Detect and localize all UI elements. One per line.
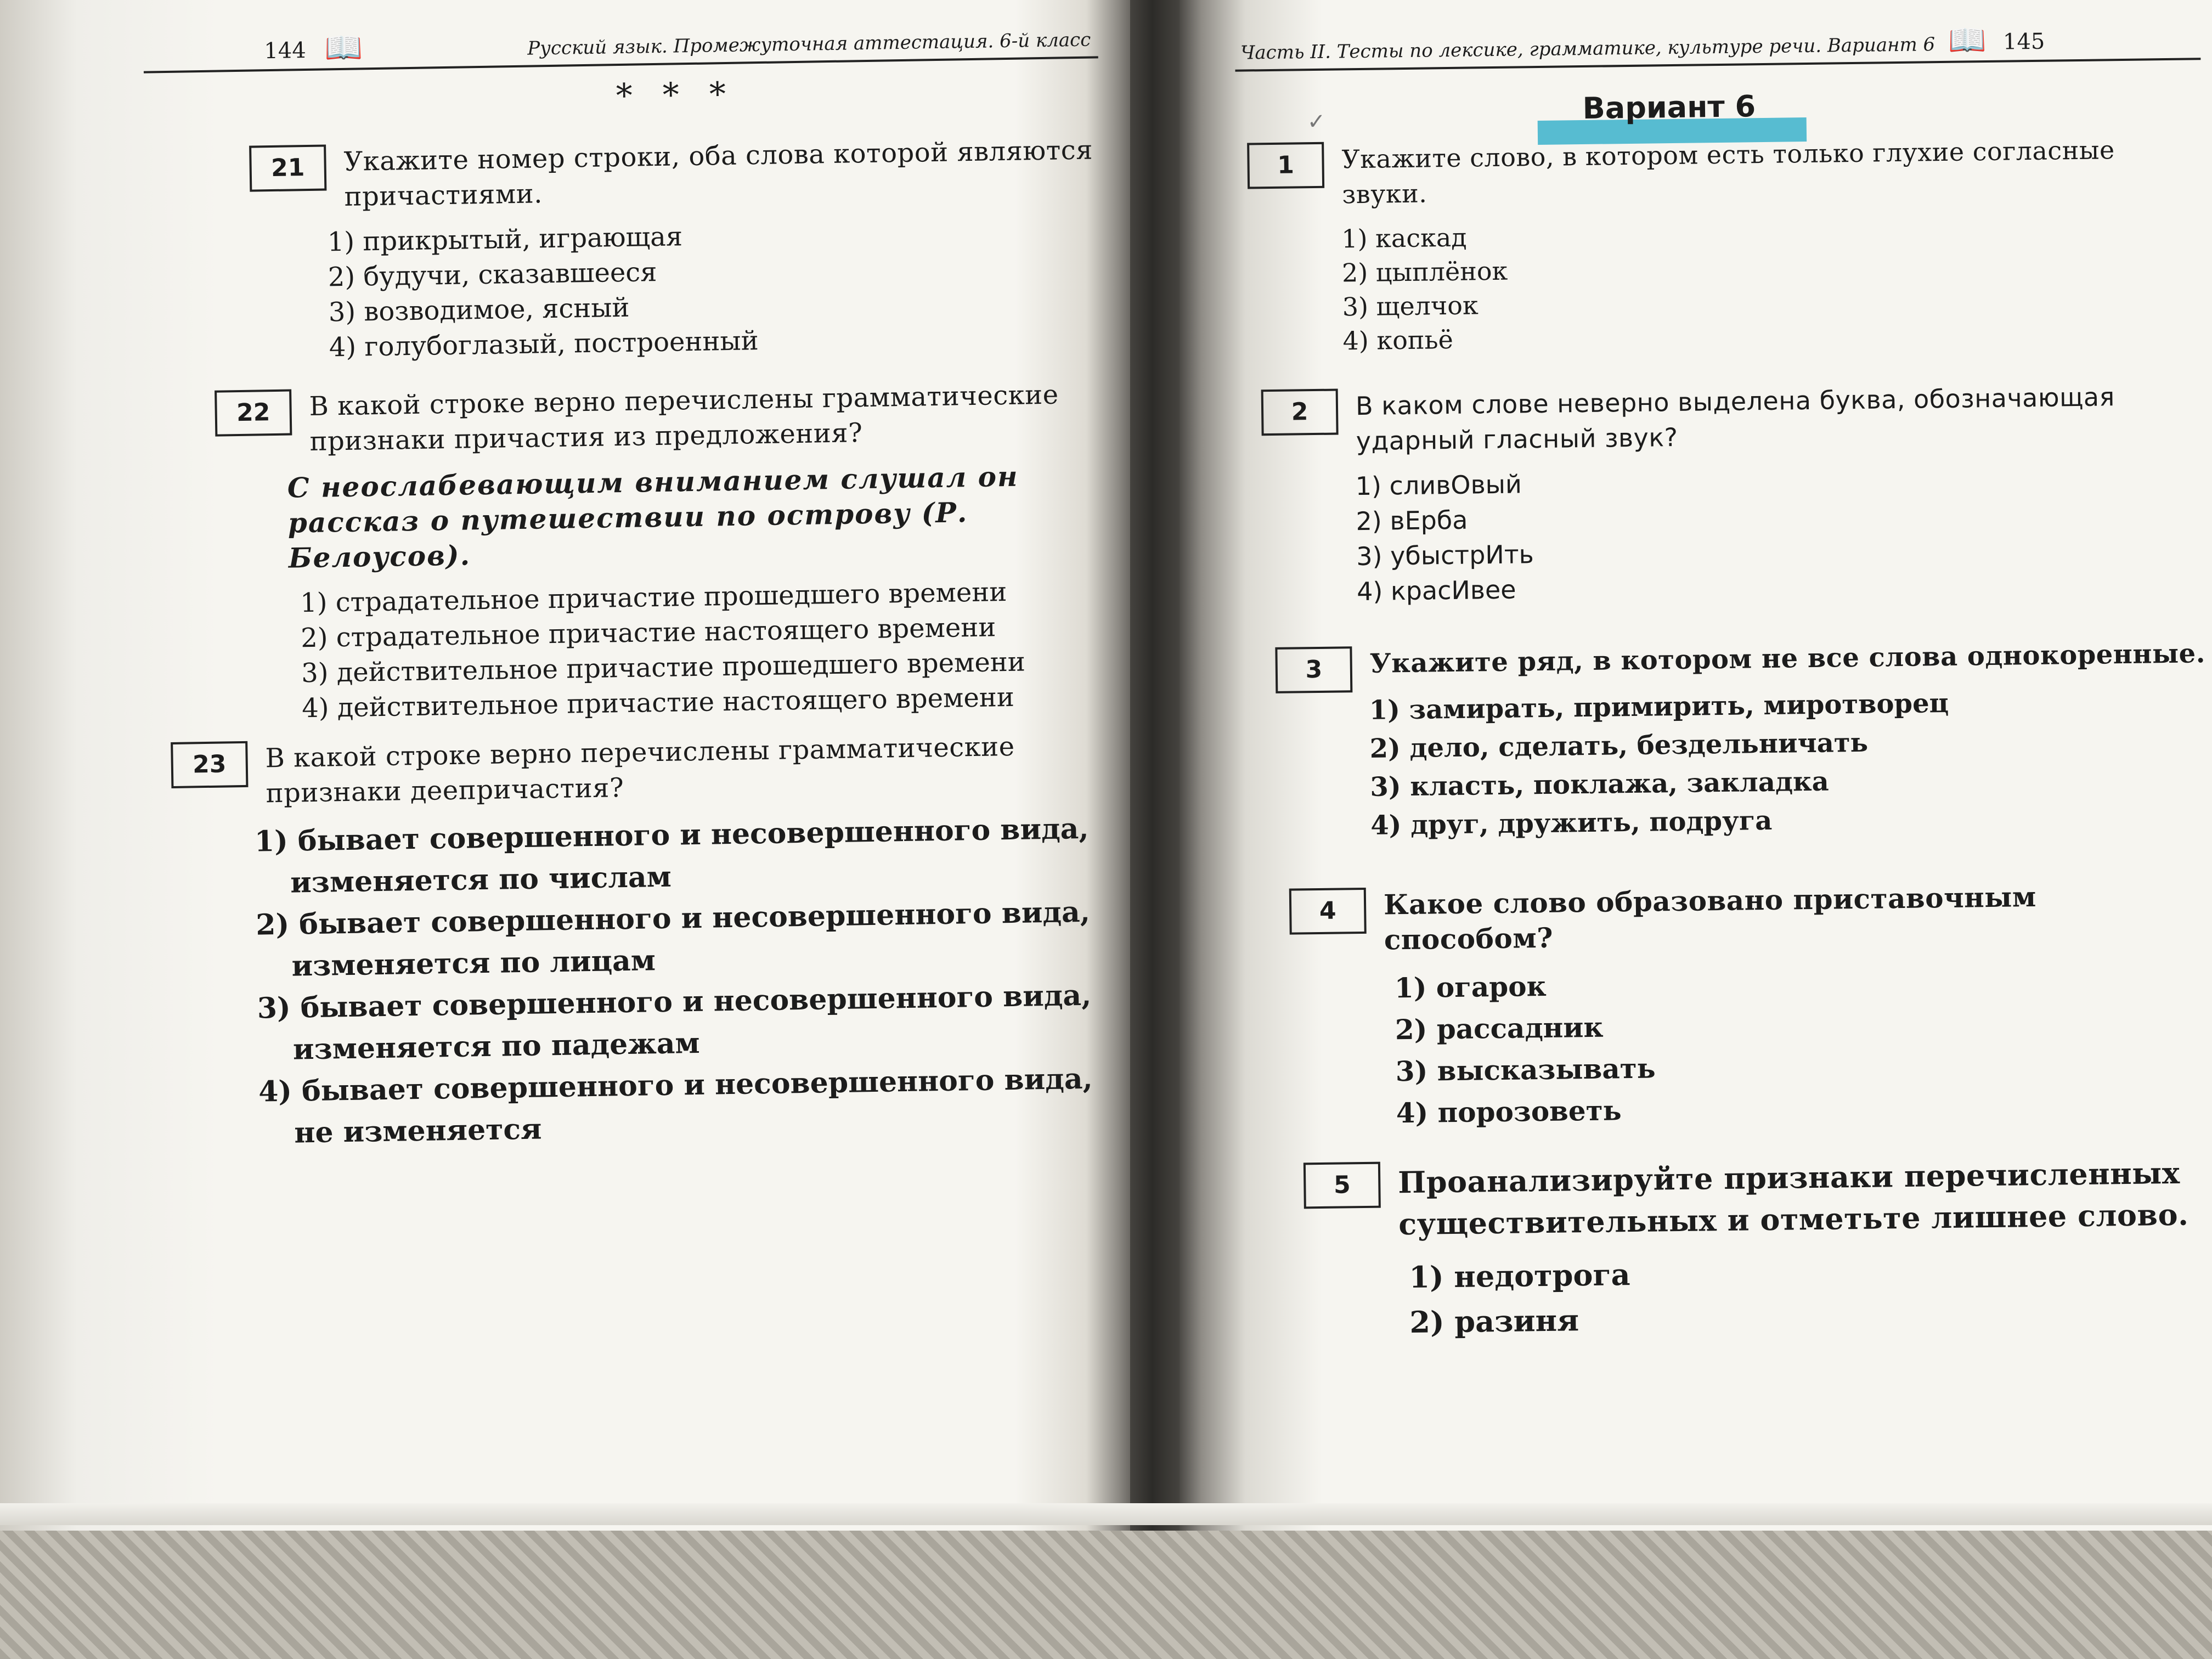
book-icon: 📖: [324, 30, 363, 66]
answer-option[interactable]: 4) голубоглазый, построенный: [329, 325, 759, 363]
answer-option[interactable]: 1) сливОвый: [1355, 469, 1522, 501]
answer-options: [300, 573, 1109, 726]
question-text: Укажите слово, в котором есть только глухие согласные звуки.: [1341, 135, 2115, 210]
running-title: Русский язык. Промежуточная аттестация. 6-й класс: [527, 29, 1091, 60]
question-21: [249, 132, 1103, 366]
question-number-box: 1: [1247, 142, 1324, 189]
answer-option[interactable]: 3) убыстрИть: [1356, 539, 1534, 572]
answer-options: [1355, 458, 2207, 609]
answer-option[interactable]: 2) рассадник: [1395, 1011, 1604, 1046]
answer-options: [327, 212, 1103, 365]
question-text: Укажите ряд, в котором не все слова однокоренные.: [1369, 638, 2206, 679]
question-number-box: 5: [1304, 1162, 1381, 1209]
answer-option[interactable]: 4) бывает совершенного и несовершенного вида, не изменяется: [258, 1062, 1093, 1150]
variant-title: Вариант 6: [1554, 82, 1785, 139]
answer-option[interactable]: 4) действительное причастие настоящего времени: [301, 681, 1015, 724]
answer-option[interactable]: 2) разиня: [1409, 1302, 1579, 1340]
question-23: [171, 727, 1115, 1156]
answer-option[interactable]: 1) замирать, примирить, миротворец: [1369, 687, 1949, 726]
answer-option[interactable]: 1) огарок: [1394, 969, 1547, 1005]
answer-option[interactable]: 2) бывает совершенного и несовершенного вида, изменяется по лицам: [255, 895, 1091, 983]
answer-option[interactable]: 3) щелчок: [1342, 290, 1479, 322]
left-running-header: [143, 14, 1098, 73]
answer-option[interactable]: 2) вЕрба: [1356, 505, 1468, 537]
answer-option[interactable]: 1) бывает совершенного и несовершенного вида, изменяется по числам: [254, 811, 1089, 900]
answer-option[interactable]: 4) копьё: [1342, 324, 1454, 356]
answer-options: [1394, 957, 2212, 1134]
question-text: В каком слове неверно выделена буква, обозначающая ударный гласный звук?: [1355, 382, 2115, 456]
question-22: [215, 376, 1108, 727]
book-gutter: [1130, 0, 1180, 1531]
answer-options: [1341, 211, 2204, 358]
answer-option[interactable]: 1) страдательное причастие прошедшего времени: [300, 577, 1007, 619]
section-separator: * * *: [616, 75, 736, 116]
question-text: Какое слово образовано приставочным способом?: [1383, 881, 2037, 956]
question-number-box: 22: [215, 389, 292, 436]
answer-option[interactable]: 3) действительное причастие прошедшего времени: [301, 646, 1026, 689]
pencil-mark: ✓: [1307, 109, 1326, 135]
answer-option[interactable]: 3) возводимое, ясный: [328, 292, 630, 328]
answer-option[interactable]: 2) цыплёнок: [1341, 256, 1508, 288]
question-4: [1289, 877, 2212, 1135]
question-2: [1261, 378, 2208, 610]
answer-option[interactable]: 1) каскад: [1341, 222, 1467, 254]
answer-option[interactable]: 2) страдательное причастие настоящего времени: [300, 612, 996, 654]
answer-options: [1409, 1244, 2212, 1345]
question-text: Укажите номер строки, оба слова которой являются причастиями.: [343, 134, 1093, 212]
left-page-content: [143, 0, 1121, 1510]
question-number-box: 23: [171, 741, 248, 788]
answer-option[interactable]: 3) класть, поклажа, закладка: [1370, 766, 1830, 803]
question-text: В какой строке верно перечислены грамматические признаки деепричастия?: [265, 731, 1015, 809]
answer-option[interactable]: 4) порозоветь: [1396, 1094, 1622, 1130]
example-sentence: С неослабевающим вниманием слушал он рассказ о путешествии по острову (Р. Белоусов).: [287, 460, 1019, 574]
answer-options: [254, 808, 1115, 1154]
question-number-box: 2: [1261, 388, 1339, 436]
question-number-box: 21: [249, 144, 326, 191]
question-1: [1247, 131, 2204, 359]
answer-option[interactable]: 3) бывает совершенного и несовершенного вида, изменяется по падежам: [257, 978, 1092, 1066]
answer-option[interactable]: 2) будучи, сказавшееся: [328, 257, 657, 293]
table-surface: [0, 1514, 2212, 1659]
question-3: [1275, 636, 2210, 846]
question-text: В какой строке верно перечислены грамматические признаки причастия из предложения?: [309, 379, 1059, 457]
answer-option[interactable]: 2) дело, сделать, бездельничать: [1369, 727, 1869, 764]
answer-option[interactable]: 3) высказывать: [1395, 1052, 1656, 1088]
answer-option[interactable]: 1) прикрытый, играющая: [327, 221, 683, 258]
answer-options: [1369, 681, 2210, 845]
answer-option[interactable]: 4) друг, дружить, подруга: [1370, 805, 1773, 841]
question-text: Проанализируйте признаки перечисленных существительных и отметьте лишнее слово.: [1397, 1155, 2189, 1242]
question-number-box: 3: [1275, 646, 1352, 693]
right-page-content: [1234, 0, 2212, 1509]
answer-option[interactable]: 1) недотрога: [1409, 1257, 1630, 1295]
page-number: 145: [2002, 29, 2045, 55]
answer-option[interactable]: 4) красИвее: [1356, 574, 1516, 607]
book-icon: 📖: [1948, 22, 1987, 59]
right-running-header: [1235, 16, 2201, 71]
question-5: [1304, 1151, 2212, 1346]
running-title: Часть II. Тесты по лексике, грамматике, культуре речи. Вариант 6: [1240, 33, 1936, 64]
question-number-box: 4: [1289, 888, 1367, 935]
page-number: 144: [264, 38, 307, 64]
